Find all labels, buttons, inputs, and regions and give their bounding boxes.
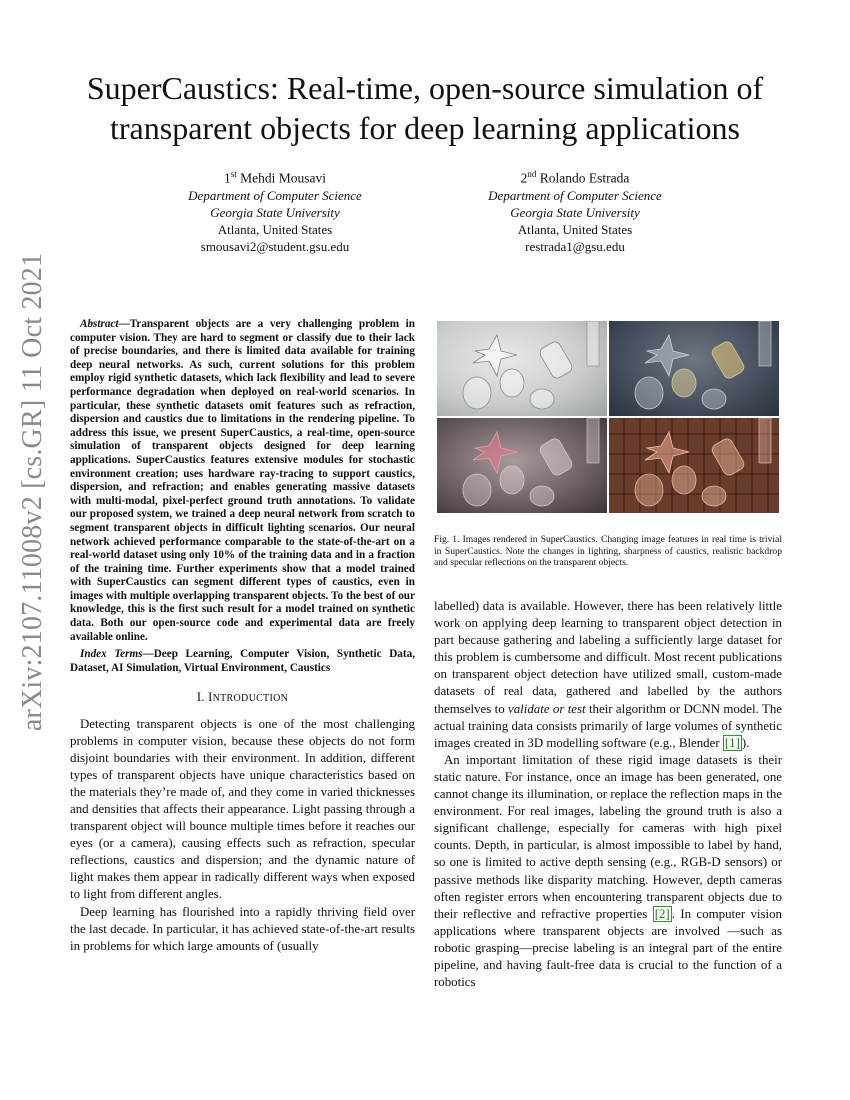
author-ordinal-sup: nd <box>527 169 537 179</box>
section-number: I. <box>196 690 205 705</box>
author-name-line <box>450 166 700 187</box>
arxiv-id: arXiv:2107.11008v2 [cs.GR] 11 Oct 2021 <box>17 252 49 732</box>
text-run: An important limitation of these rigid image datasets is their static nature. For instance, once an image has been generated, one cannot change its illumination, or replace the reflection maps in the environment. For real images, labeling the ground truth is also a significant challenge, especially for cameras with high pixel counts. Depth, in particular, is almost impossible to label by hand, so one is limited to active depth sensing (e.g., RGB-D sensors) or passive methods like disparity matching. However, depth cameras often register errors when encountering transparent objects due to their reflective and refractive properties <box>434 752 782 921</box>
author-location: Atlanta, United States <box>217 221 333 237</box>
author-block-2 <box>450 166 700 255</box>
paper-title: SuperCaustics: Real-time, open-source simulation of transparent objects for deep learning applications <box>86 70 764 146</box>
author-name: Rolando Estrada <box>539 170 630 186</box>
intro-paragraph-1: Detecting transparent objects is one of the most challenging problems in computer vision, because these objects do not form disjoint boundaries with their environment. In addition, different types of transparent objects have unique characteristics based on the materials they’re made of, and they come in varied thicknesses and densities that affects their appearance. Light passing through a transparent object will bounce multiple times before it reaches our eyes (or a camera), causing effects such as refraction, specular reflections, caustics and dispersion; and the dynamic nature of light makes them appear in radically different ways when exposed to light from different angles. <box>70 716 415 902</box>
glass-objects-image <box>437 321 607 416</box>
author-name: Mehdi Mousavi <box>240 170 326 186</box>
author-ordinal: 2 <box>520 170 528 186</box>
italic-run: validate or test <box>508 701 586 716</box>
index-terms-label: Index Terms <box>80 648 143 661</box>
author-name-line <box>150 166 400 187</box>
abstract-label: Abstract <box>80 318 119 330</box>
index-terms <box>70 648 415 675</box>
arxiv-sidebar <box>13 252 53 732</box>
glass-objects-image <box>609 418 779 513</box>
render-panel-top-left <box>437 321 607 416</box>
left-column <box>70 318 415 955</box>
citation-link-1[interactable]: [1] <box>724 735 740 750</box>
render-panel-bottom-left <box>437 418 607 513</box>
render-panel-bottom-right <box>609 418 779 513</box>
abstract <box>70 318 415 644</box>
section-heading <box>70 689 415 707</box>
author-univ: Georgia State University <box>210 204 340 220</box>
index-terms-text: —Deep Learning, Computer Vision, Synthetic Data, Dataset, AI Simulation, Virtual Environment, Caustics <box>70 648 415 674</box>
render-panel-top-right <box>609 321 779 416</box>
author-univ: Georgia State University <box>510 204 640 220</box>
glass-objects-image <box>437 418 607 513</box>
author-block-1 <box>150 166 400 255</box>
text-run: ). <box>741 735 750 750</box>
figure-caption: Fig. 1. Images rendered in SuperCaustics. Changing image features in real time is trivial in SuperCaustics. Note the changes in lighting, sharpness of caustics, realistic backdrop and specular reflections on the transparent objects. <box>434 534 782 569</box>
author-ordinal-sup: st <box>230 169 237 179</box>
text-run: their algorithm or DCNN model. The actual training data consists primarily of large volumes of synthetic images created in 3D modelling software (e.g., Blender <box>434 701 782 750</box>
right-paragraph-1 <box>434 598 782 752</box>
section-rest: NTRODUCTION <box>212 693 289 705</box>
author-email: restrada1@gsu.edu <box>525 238 625 254</box>
right-paragraph-2 <box>434 752 782 991</box>
right-column <box>434 598 782 991</box>
text-run: labelled) data is available. However, there has been relatively little work on applying deep learning to transparent object detection in part because gathering and labeling a sufficiently large dataset for this problem is cumbersome and difficult. Most recent publications on transparent object detection have utilized small, custom-made datasets of real data, gathered and labelled by the authors themselves to <box>434 599 782 716</box>
author-ordinal: 1 <box>223 170 231 186</box>
author-location: Atlanta, United States <box>517 221 633 237</box>
glass-objects-image <box>609 321 779 416</box>
figure-1-renders <box>437 321 779 513</box>
intro-paragraph-2: Deep learning has flourished into a rapidly thriving field over the last decade. In particular, it has achieved state-of-the-art results in problems for which large amounts of (usually <box>70 904 415 953</box>
author-dept: Department of Computer Science <box>188 187 362 203</box>
abstract-text: —Transparent objects are a very challenging problem in computer vision. They are hard to segment or classify due to their lack of precise boundaries, and there is limited data available for training deep neural networks. As such, current solutions for this problem employ rigid synthetic datasets, which lack flexibility and lead to severe performance degradation when deployed on real-world scenarios. In particular, these synthetic datasets omit features such as refraction, dispersion and caustics due to limitations in the rendering pipeline. To address this issue, we present SuperCaustics, a real-time, open-source simulation of transparent objects designed for deep learning applications. SuperCaustics features extensive modules for stochastic environment creation; uses hardware ray-tracing to support caustics, dispersion, and refraction; and enables generating massive datasets with multi-modal, pixel-perfect ground truth annotations. To validate our proposed system, we trained a deep neural network from scratch to segment transparent objects in difficult lighting scenarios. Our neural network achieved performance comparable to the state-of-the-art on a real-world dataset using only 10% of the training data and in a fraction of the training time. Further experiments show that a model trained with SuperCaustics can segment different types of caustics, even in images with multiple overlapping transparent objects. To the best of our knowledge, this is the first such result for a model trained on synthetic data. Both our open-source code and experimental data are freely available online. <box>70 318 415 643</box>
citation-link-2[interactable]: [2] <box>654 906 670 921</box>
author-dept: Department of Computer Science <box>488 187 662 203</box>
text-run: . In computer vision applications where transparent objects are involved —such as robotic grasping—precise labeling is an integral part of the entire pipeline, and having fault-free data is crucial to the function of a robotics <box>434 906 782 990</box>
author-email: smousavi2@student.gsu.edu <box>200 238 350 254</box>
section-first-letter: I <box>208 690 213 705</box>
